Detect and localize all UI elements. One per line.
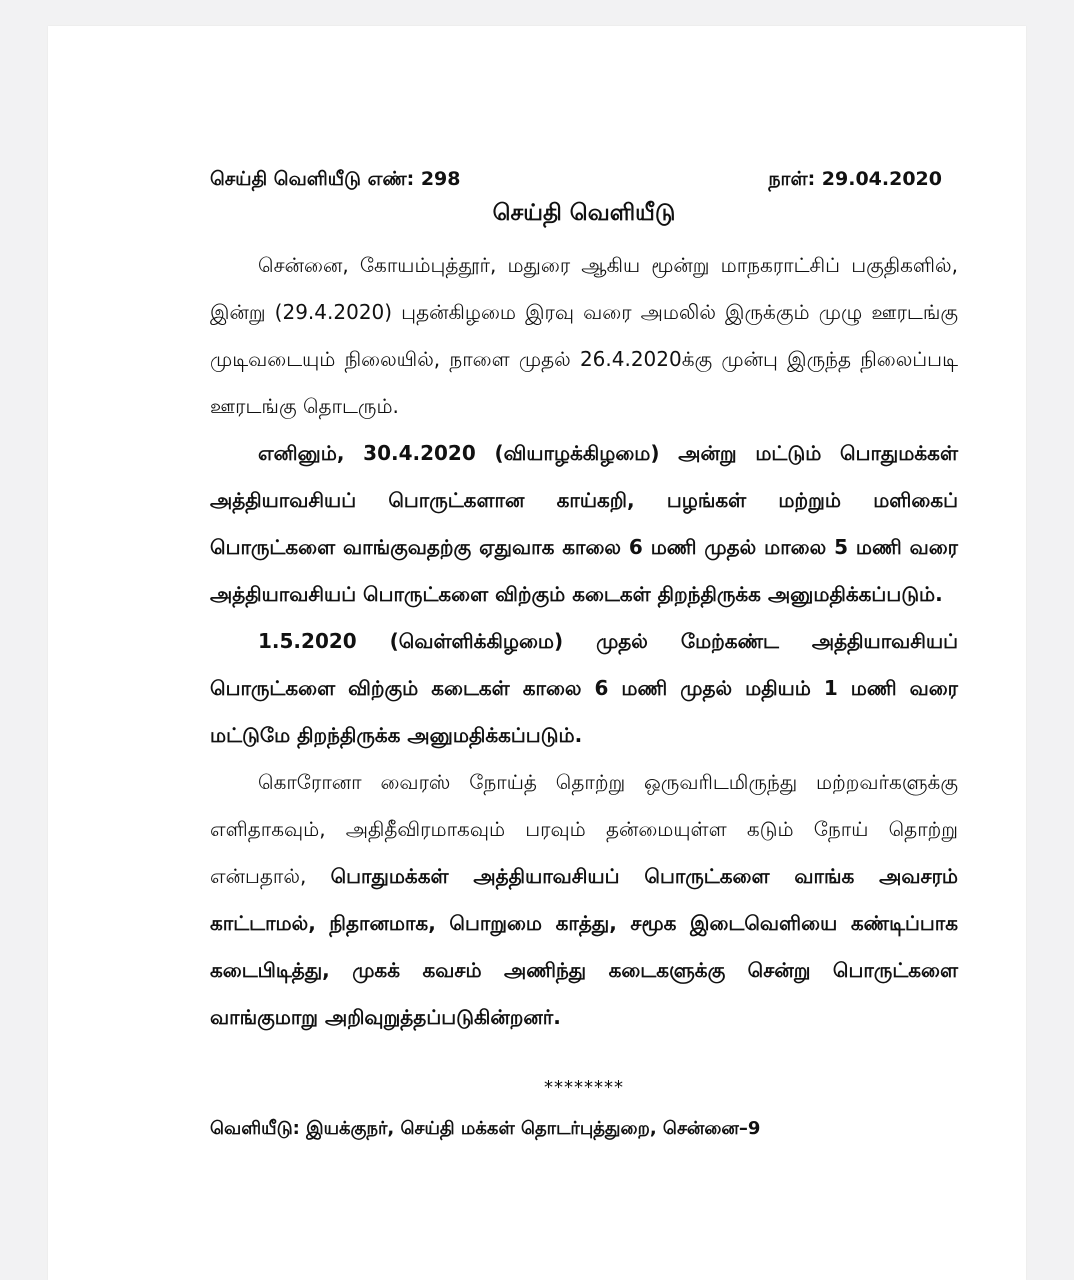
document-page (48, 26, 1026, 1280)
paragraph-4-normal-text: கொரோனா வைரஸ் நோய்த் தொற்று ஒருவரிடமிருந்து மற்றவர்களுக்கு எளிதாகவும், அதிதீவிரமாகவும் பரவும் தன்மையுள்ள கடும் நோய் தொற்று என்பதால், (210, 770, 958, 888)
paragraph-3: 1.5.2020 (வெள்ளிக்கிழமை) முதல் மேற்கண்ட அத்தியாவசியப் பொருட்களை விற்கும் கடைகள் காலை 6 மணி முதல் மதியம் 1 மணி வரை மட்டுமே திறந்திருக்க அனுமதிக்கப்படும். (210, 629, 958, 747)
release-date: நாள்: 29.04.2020 (768, 168, 942, 190)
release-number: செய்தி வெளியீடு எண்: 298 (210, 168, 461, 190)
paragraph-4-bold-text: பொதுமக்கள் அத்தியாவசியப் பொருட்களை வாங்க அவசரம் காட்டாமல், நிதானமாக, பொறுமை காத்து, சமூக இடைவெளியை கண்டிப்பாக கடைபிடித்து, முகக் கவசம் அணிந்து கடைகளுக்கு சென்று பொருட்களை வாங்குமாறு அறிவுறுத்தப்படுகின்றனர். (210, 864, 958, 1029)
press-release-body (210, 166, 958, 1141)
footer-issuer: வெளியீடு: இயக்குநர், செய்தி மக்கள் தொடர்புத்துறை, சென்னை–9 (210, 1118, 761, 1139)
paragraph-2: எனினும், 30.4.2020 (வியாழக்கிழமை) அன்று மட்டும் பொதுமக்கள் அத்தியாவசியப் பொருட்களான காய்கறி, பழங்கள் மற்றும் மளிகைப் பொருட்களை வாங்குவதற்கு ஏதுவாக காலை 6 மணி முதல் மாலை 5 மணி வரை அத்தியாவசியப் பொருட்களை விற்கும் கடைகள் திறந்திருக்க அனுமதிக்கப்படும். (210, 441, 958, 606)
paragraph-4 (210, 759, 958, 1041)
document-title: செய்தி வெளியீடு (492, 200, 676, 226)
header-row (210, 166, 958, 192)
paragraph-1: சென்னை, கோயம்புத்தூர், மதுரை ஆகிய மூன்று மாநகராட்சிப் பகுதிகளில், இன்று (29.4.2020) புதன்கிழமை இரவு வரை அமலில் இருக்கும் முழு ஊரடங்கு முடிவடையும் நிலையில், நாளை முதல் 26.4.2020க்கு முன்பு இருந்த நிலைப்படி ஊரடங்கு தொடரும். (210, 253, 958, 418)
separator: ******** (544, 1077, 624, 1098)
